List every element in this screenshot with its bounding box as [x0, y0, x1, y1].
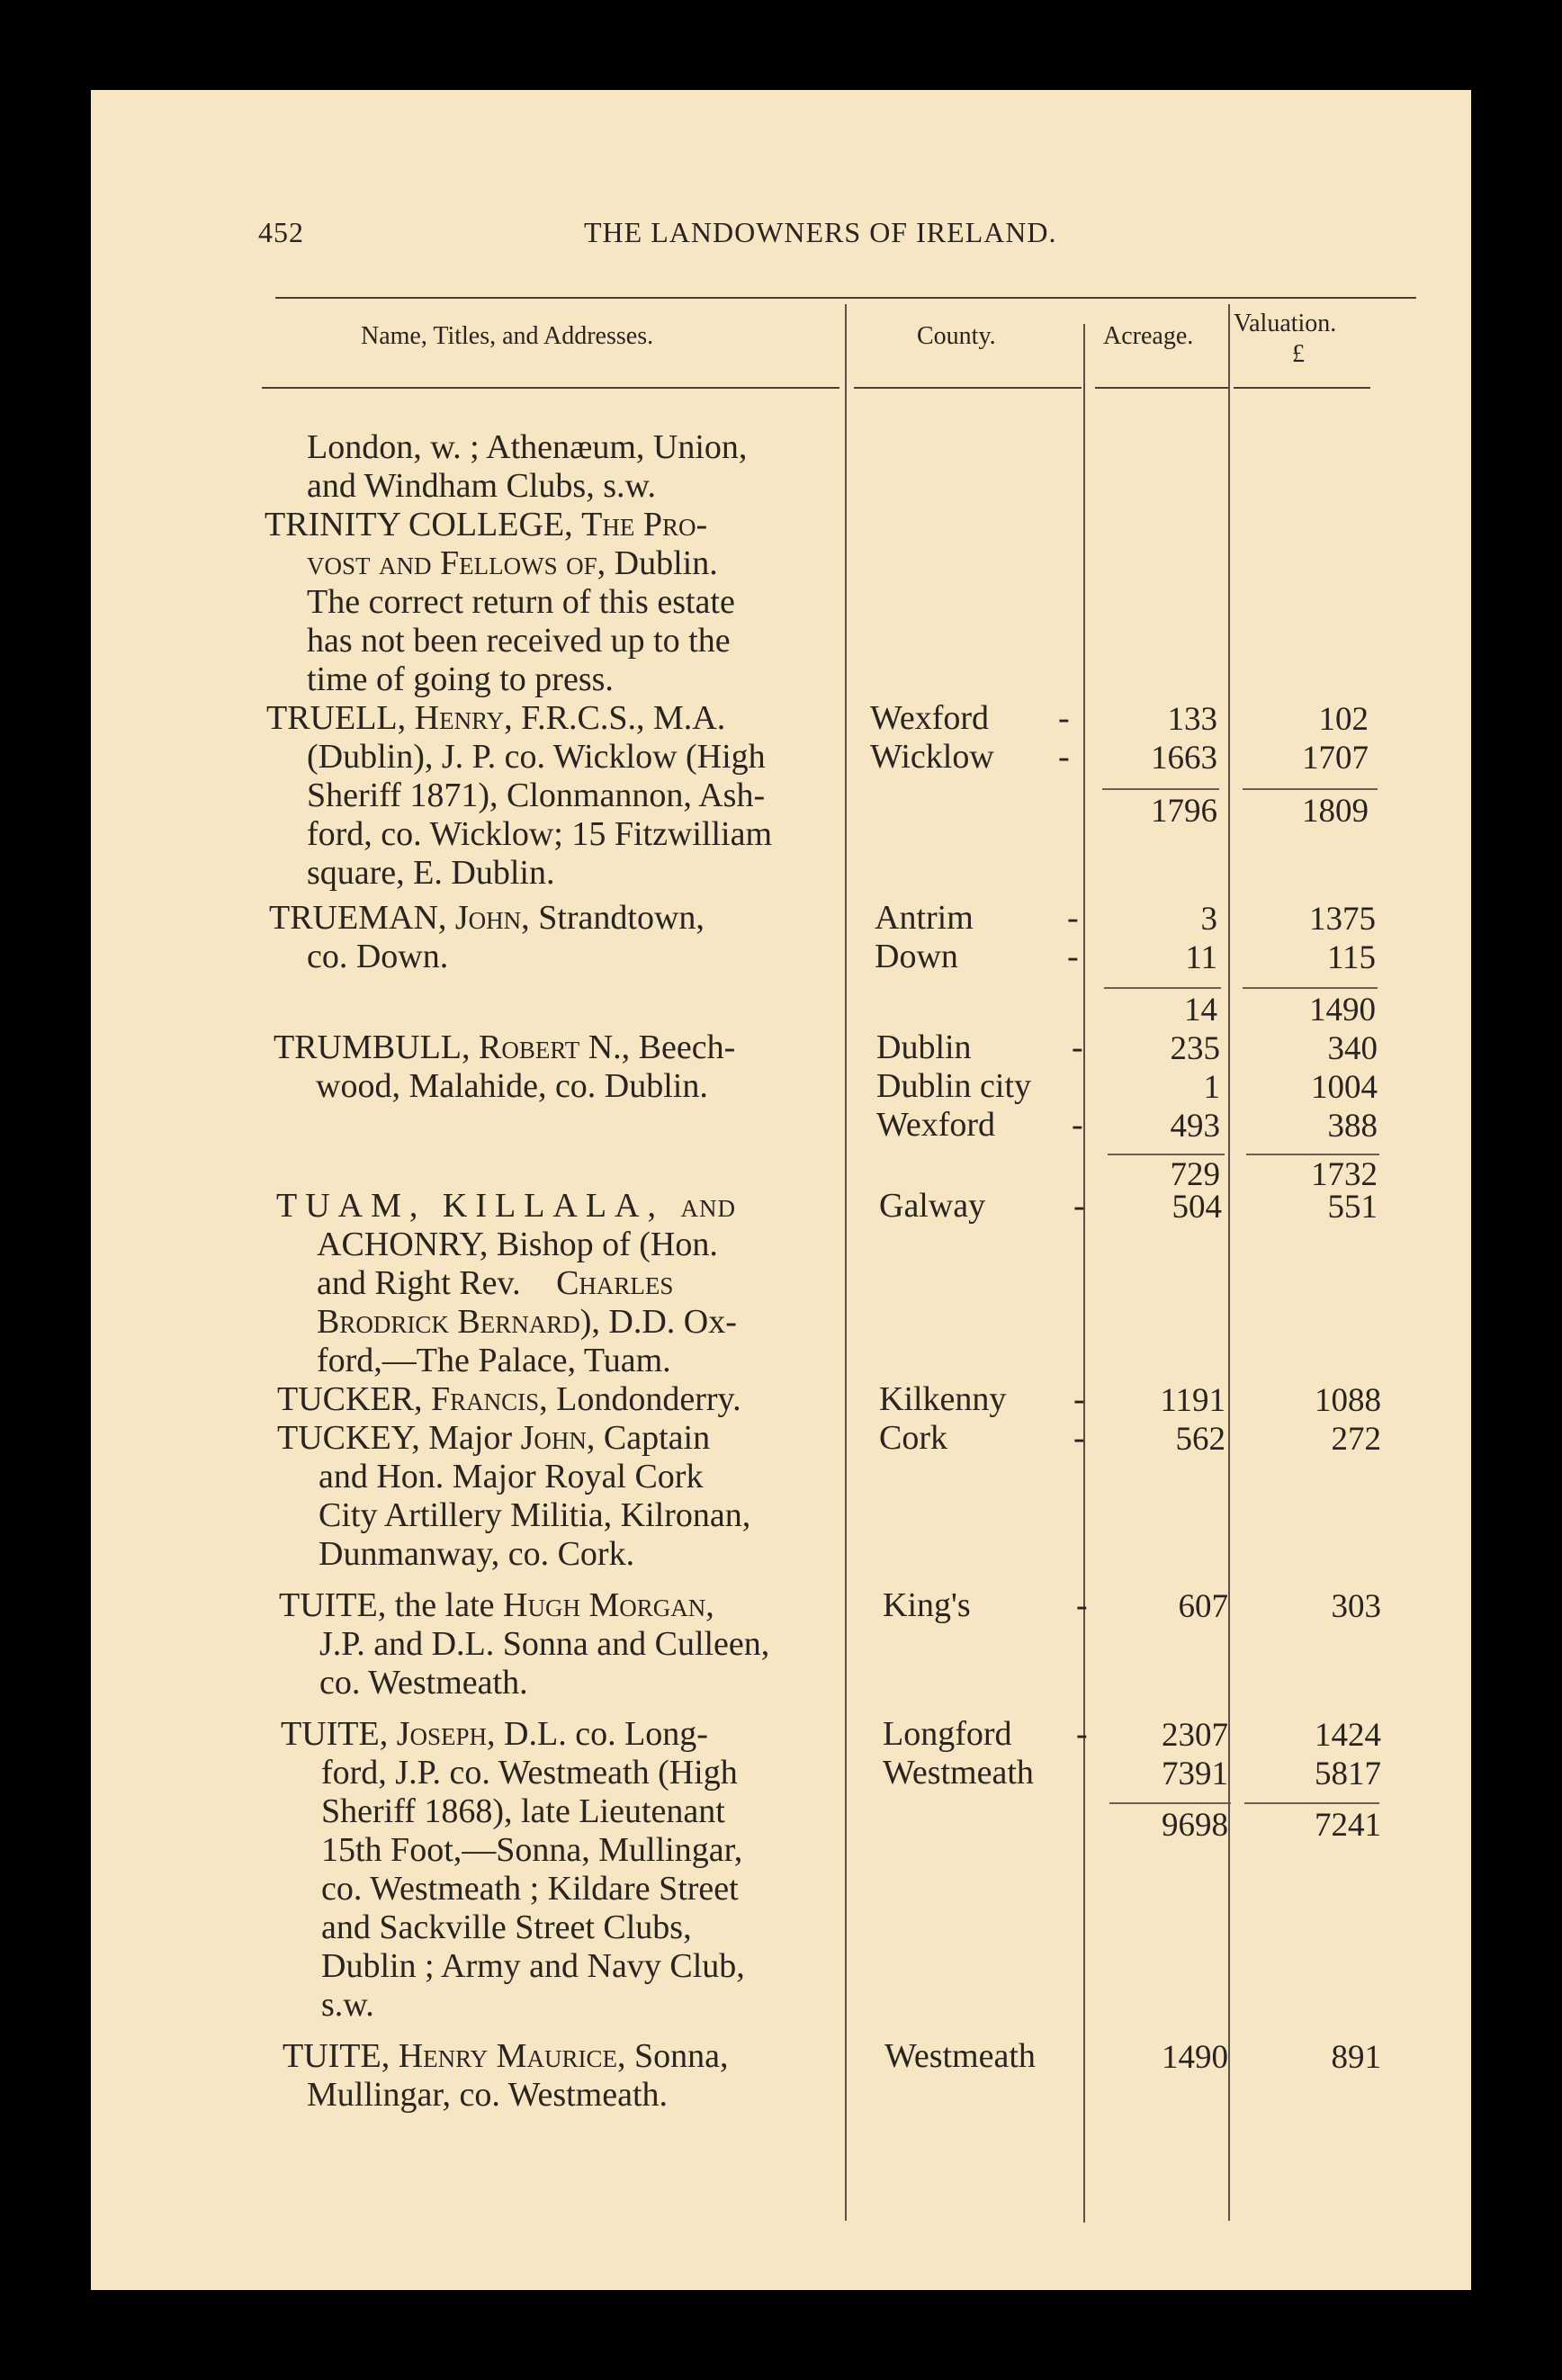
entry-tuite-henry	[283, 2036, 728, 2076]
county-cell: Wexford	[870, 699, 989, 737]
column-header-valuation-unit: £	[1292, 340, 1305, 368]
entry-name: TRUMBULL,	[274, 1028, 471, 1066]
acreage-cell: 1	[1203, 1069, 1220, 1106]
header-rule-valuation	[1234, 387, 1370, 389]
valuation-cell: 272	[1331, 1421, 1381, 1458]
entry-text: Strandtown,	[538, 899, 705, 937]
valuation-cell: 340	[1327, 1030, 1378, 1067]
ditto-dash: -	[1073, 1380, 1085, 1418]
entry-name: TUITE,	[283, 2037, 390, 2075]
county-cell: Down	[875, 938, 958, 975]
county-cell: Wexford	[876, 1106, 995, 1144]
sum-rule	[1243, 788, 1378, 790]
entry-line: has not been received up to the	[307, 622, 731, 660]
valuation-cell: 303	[1331, 1588, 1381, 1625]
entry-line: co. Westmeath ; Kildare Street	[321, 1870, 739, 1908]
county-cell: Dublin	[876, 1028, 972, 1066]
entry-name: TRUELL,	[266, 699, 407, 737]
entry-text: the late	[394, 1586, 495, 1624]
county-cell: Wicklow	[870, 738, 994, 776]
acreage-cell: 607	[1178, 1588, 1228, 1625]
acreage-total: 729	[1170, 1156, 1220, 1193]
county-cell: Kilkenny	[879, 1380, 1007, 1418]
entry-trinity-college	[265, 505, 707, 544]
valuation-total: 1732	[1311, 1156, 1378, 1193]
valuation-total: 7241	[1315, 1807, 1381, 1844]
entry-text: and Right Rev.	[317, 1264, 521, 1302]
entry-text: D.L. co. Long-	[504, 1715, 708, 1753]
valuation-cell: 1375	[1309, 901, 1376, 938]
column-header-acreage: Acreage.	[1103, 322, 1194, 350]
entry-title: Henry,	[414, 699, 513, 737]
valuation-total: 1809	[1302, 793, 1369, 830]
entry-line: 15th Foot,—Sonna, Mullingar,	[321, 1831, 743, 1869]
entry-title: Charles	[556, 1264, 674, 1302]
ditto-dash: -	[1072, 1028, 1083, 1066]
page-number: 452	[258, 216, 304, 248]
acreage-total: 9698	[1162, 1807, 1228, 1844]
entry-text: and	[680, 1187, 737, 1225]
county-cell: Dublin city	[876, 1067, 1032, 1105]
acreage-cell: 1191	[1160, 1382, 1225, 1419]
entry-title: vost and Fellows of,	[307, 544, 606, 582]
county-cell: Antrim	[875, 899, 974, 937]
entry-title: Henry Maurice,	[398, 2037, 626, 2075]
county-cell: Westmeath	[884, 2037, 1036, 2075]
column-rule-2	[1083, 324, 1085, 2223]
entry-line: co. Down.	[307, 938, 449, 975]
ditto-dash: -	[1058, 738, 1070, 776]
acreage-cell: 133	[1167, 701, 1217, 738]
entry-line: J.P. and D.L. Sonna and Culleen,	[319, 1625, 770, 1663]
entry-name: TRINITY COLLEGE,	[265, 506, 573, 543]
entry-tucker	[277, 1379, 741, 1419]
entry-title: Brodrick Bernard),	[317, 1303, 600, 1341]
entry-line: Mullingar, co. Westmeath.	[307, 2076, 669, 2114]
entry-text: Dublin.	[614, 544, 718, 582]
entry-line	[317, 1263, 673, 1303]
acreage-cell: 2307	[1162, 1717, 1228, 1754]
entry-line: time of going to press.	[307, 660, 614, 698]
entry-text: Major	[428, 1419, 513, 1457]
entry-text: Londonderry.	[556, 1380, 741, 1418]
ditto-dash: -	[1073, 1419, 1085, 1457]
county-cell: Galway	[879, 1187, 986, 1225]
ditto-dash: -	[1076, 1715, 1088, 1753]
entry-line: The correct return of this estate	[307, 583, 735, 621]
entry-line: Sheriff 1871), Clonmannon, Ash-	[307, 777, 766, 814]
entry-text: D.D. Ox-	[608, 1303, 737, 1341]
valuation-cell: 115	[1326, 939, 1376, 976]
entry-trumbull	[274, 1028, 735, 1067]
entry-text: N., Beech-	[588, 1028, 736, 1066]
entry-name: TRUEMAN,	[269, 899, 447, 937]
ditto-dash: -	[1058, 699, 1070, 737]
header-rule-name	[262, 387, 839, 389]
entry-title: John,	[520, 1419, 596, 1457]
entry-tuckey	[277, 1418, 710, 1458]
acreage-cell: 562	[1175, 1421, 1225, 1458]
acreage-total: 1796	[1151, 793, 1217, 830]
sum-rule	[1244, 1802, 1379, 1804]
entry-line: ford, co. Wicklow; 15 Fitzwilliam	[307, 815, 773, 853]
acreage-cell: 3	[1200, 901, 1217, 938]
entry-line: ford, J.P. co. Westmeath (High	[321, 1754, 738, 1792]
county-cell: King's	[883, 1586, 971, 1624]
header-rule-county	[854, 387, 1082, 389]
entry-line: wood, Malahide, co. Dublin.	[316, 1067, 708, 1105]
valuation-total: 1490	[1309, 992, 1376, 1028]
entry-line: Dunmanway, co. Cork.	[319, 1535, 635, 1573]
entry-text: F.R.C.S., M.A.	[521, 699, 726, 737]
valuation-cell: 1088	[1315, 1382, 1381, 1419]
entry-truell	[266, 698, 725, 738]
entry-continued: and Windham Clubs, s.w.	[307, 467, 656, 505]
valuation-cell: 1707	[1302, 740, 1369, 777]
entry-title: John,	[454, 899, 530, 937]
entry-tuite-joseph	[281, 1714, 708, 1754]
county-cell: Cork	[879, 1419, 947, 1457]
acreage-cell: 7391	[1162, 1756, 1228, 1792]
ditto-dash: -	[1067, 938, 1079, 975]
entry-line: square, E. Dublin.	[307, 854, 555, 892]
ditto-dash: -	[1072, 1106, 1083, 1144]
entry-text: Sonna,	[633, 2037, 729, 2075]
ditto-dash: -	[1067, 899, 1079, 937]
county-cell: Westmeath	[883, 1754, 1034, 1792]
valuation-cell: 1424	[1315, 1717, 1381, 1754]
entry-name: TUITE,	[279, 1586, 387, 1624]
book-page	[91, 90, 1471, 2290]
sum-rule	[1102, 788, 1219, 790]
entry-title: Hugh Morgan,	[503, 1586, 714, 1624]
entry-line: Dublin ; Army and Navy Club,	[321, 1947, 745, 1985]
acreage-cell: 235	[1170, 1030, 1220, 1067]
ditto-dash: -	[1076, 1586, 1088, 1624]
acreage-cell: 504	[1172, 1189, 1222, 1226]
column-header-valuation: Valuation.	[1234, 310, 1337, 337]
entry-title: Francis,	[431, 1380, 548, 1418]
entry-name: TUITE,	[281, 1715, 389, 1753]
entry-tuite-hugh	[279, 1585, 714, 1625]
header-rule-acreage	[1095, 387, 1230, 389]
valuation-cell: 891	[1331, 2039, 1381, 2076]
entry-line: ACHONRY, Bishop of (Hon.	[317, 1226, 718, 1263]
valuation-cell: 102	[1318, 701, 1369, 738]
entry-tuam	[276, 1186, 736, 1226]
ditto-dash: -	[1073, 1187, 1085, 1225]
entry-line: City Artillery Militia, Kilronan,	[319, 1496, 751, 1534]
valuation-cell: 551	[1327, 1189, 1378, 1226]
acreage-cell: 1490	[1162, 2039, 1228, 2076]
column-rule-3	[1228, 304, 1230, 2221]
top-rule	[275, 297, 1416, 299]
entry-title: Robert	[479, 1028, 580, 1066]
county-cell: Longford	[883, 1715, 1012, 1753]
acreage-total: 14	[1184, 992, 1217, 1028]
entry-continued: London, w. ; Athenæum, Union,	[307, 428, 748, 466]
entry-line	[317, 1302, 737, 1342]
sum-rule	[1104, 987, 1221, 989]
acreage-cell: 493	[1170, 1108, 1220, 1145]
acreage-cell: 11	[1185, 939, 1217, 976]
acreage-cell: 1663	[1151, 740, 1217, 777]
entry-line: and Hon. Major Royal Cork	[319, 1458, 704, 1495]
entry-line	[307, 543, 718, 583]
entry-trueman	[269, 898, 705, 938]
sum-rule	[1243, 987, 1378, 989]
sum-rule	[1109, 1802, 1231, 1804]
valuation-cell: 1004	[1311, 1069, 1378, 1106]
valuation-cell: 5817	[1315, 1756, 1381, 1792]
entry-line: Sheriff 1868), late Lieutenant	[321, 1792, 725, 1830]
entry-title: Joseph,	[396, 1715, 496, 1753]
entry-line: (Dublin), J. P. co. Wicklow (High	[307, 738, 766, 776]
entry-name: TUCKER,	[277, 1380, 423, 1418]
entry-title: The Pro-	[581, 506, 708, 543]
entry-line: and Sackville Street Clubs,	[321, 1908, 692, 1946]
entry-name: TUAM, KILLALA,	[276, 1187, 665, 1225]
column-header-name: Name, Titles, and Addresses.	[361, 322, 654, 350]
column-rule-1	[845, 304, 847, 2221]
entry-line: s.w.	[321, 1986, 374, 2024]
entry-line: ford,—The Palace, Tuam.	[317, 1342, 671, 1379]
running-title: THE LANDOWNERS OF IRELAND.	[584, 216, 1057, 248]
entry-text: Captain	[603, 1419, 711, 1457]
valuation-cell: 388	[1327, 1108, 1378, 1145]
entry-line: co. Westmeath.	[319, 1664, 528, 1702]
entry-name: TUCKEY,	[277, 1419, 420, 1457]
column-header-county: County.	[917, 322, 996, 350]
